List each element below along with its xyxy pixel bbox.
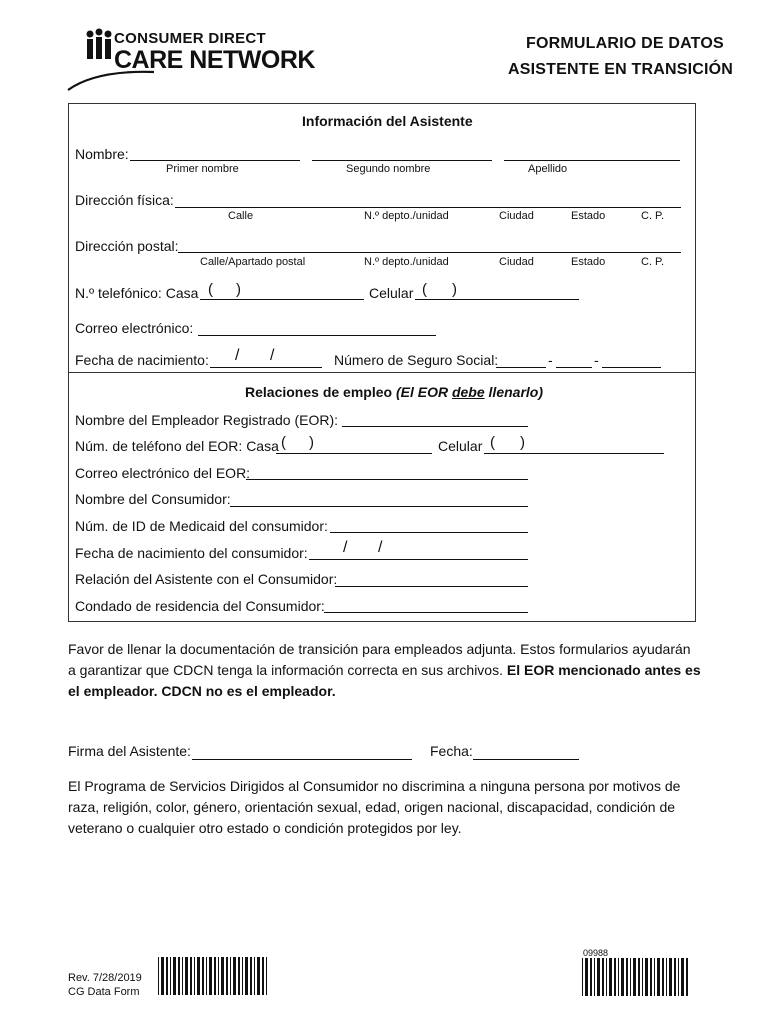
cp-postal-caption: C. P. <box>641 256 665 268</box>
eor-telefono-casa-field[interactable] <box>276 453 432 454</box>
eor-nombre-field[interactable] <box>342 426 528 427</box>
section1-heading: Información del Asistente <box>302 113 473 129</box>
form-name: CG Data Form <box>68 986 140 998</box>
notice-bold-text: El EOR mencionado antes es el empleador. CDCN no es el empleador. <box>68 662 701 699</box>
revision-date: Rev. 7/28/2019 <box>68 972 142 984</box>
eor-nombre-label: Nombre del Empleador Registrado (EOR): <box>75 412 338 428</box>
ssn-part3-field[interactable] <box>602 367 661 368</box>
eor-tel-paren-open: ( <box>281 434 286 451</box>
disclaimer: El Programa de Servicios Dirigidos al Consumidor no discrimina a ninguna persona por motivos de raza, religión, color, género, orientación sexual, edad, origen nacional, discapacidad, condición de veterano o cualquier otro estado o condición protegidos por ley. <box>68 778 681 836</box>
relacion-field[interactable] <box>335 586 528 587</box>
fecha-nacimiento-field[interactable] <box>210 367 322 368</box>
eor-cel-paren-close: ) <box>520 434 525 451</box>
form-title-line2: ASISTENTE EN TRANSICIÓN <box>508 61 734 78</box>
consumidor-fecha-slash-2: / <box>378 539 383 556</box>
estado-caption: Estado <box>571 210 606 222</box>
direccion-fisica-field[interactable] <box>175 207 681 208</box>
apellido-caption: Apellido <box>528 163 568 175</box>
section2-heading <box>245 384 543 400</box>
section2-heading-plain: Relaciones de empleo <box>245 384 393 400</box>
barcode-left <box>158 957 270 995</box>
depto-caption: N.º depto./unidad <box>364 210 449 222</box>
telefono-casa-field[interactable] <box>200 299 364 300</box>
ssn-part2-field[interactable] <box>556 367 592 368</box>
ssn-dash-2: - <box>594 352 599 368</box>
correo-field[interactable] <box>198 335 436 336</box>
telefono-casa-paren-open: ( <box>208 281 213 298</box>
nombre-label: Nombre: <box>75 146 129 162</box>
barcode-right <box>582 958 692 996</box>
segundo-nombre-field[interactable] <box>312 160 492 161</box>
fecha-slash-2: / <box>270 347 275 364</box>
eor-celular-field[interactable] <box>484 453 664 454</box>
medicaid-label: Núm. de ID de Medicaid del consumidor: <box>75 518 328 534</box>
primer-nombre-caption: Primer nombre <box>166 163 239 175</box>
ciudad-caption: Ciudad <box>499 210 534 222</box>
estado-postal-caption: Estado <box>571 256 606 268</box>
form-title-line1: FORMULARIO DE DATOS <box>526 35 724 52</box>
section2-heading-underlined: debe <box>451 384 485 400</box>
fecha-nac-consumidor-field[interactable] <box>309 559 528 560</box>
primer-nombre-field[interactable] <box>130 160 300 161</box>
telefono-casa-paren-close: ) <box>236 281 241 298</box>
barcode-number: 09988 <box>583 948 609 958</box>
eor-correo-label: Correo electrónico del EOR: <box>75 465 251 481</box>
celular-paren-close: ) <box>452 281 457 298</box>
seguro-social-label: Número de Seguro Social: <box>334 352 499 368</box>
logo-line1: CONSUMER DIRECT <box>114 30 267 47</box>
direccion-fisica-label: Dirección física: <box>75 192 174 208</box>
fecha-slash-1: / <box>235 347 240 364</box>
notice-text: Favor de llenar la documentación de transición para empleados adjunta. Estos formularios ayudarán a garantizar que CDCN tenga la información correcta en sus archivos. <box>68 641 691 678</box>
eor-cel-paren-open: ( <box>490 434 495 451</box>
calle-caption: Calle <box>228 210 254 222</box>
fecha-field[interactable] <box>473 759 579 760</box>
eor-tel-paren-close: ) <box>309 434 314 451</box>
direccion-postal-field[interactable] <box>178 252 681 253</box>
section2-heading-italic-close: llenarlo) <box>488 384 544 400</box>
section2-heading-italic-open: (El EOR <box>395 384 449 400</box>
relacion-label: Relación del Asistente con el Consumidor: <box>75 571 338 587</box>
apellido-field[interactable] <box>504 160 680 161</box>
consumidor-fecha-slash-1: / <box>343 539 348 556</box>
fecha-nac-consumidor-label: Fecha de nacimiento del consumidor: <box>75 545 308 561</box>
medicaid-field[interactable] <box>330 532 528 533</box>
notice-paragraph <box>68 639 702 702</box>
ssn-dash-1: - <box>548 352 553 368</box>
ssn-part1-field[interactable] <box>496 367 546 368</box>
segundo-nombre-caption: Segundo nombre <box>346 163 431 175</box>
section-divider <box>68 372 696 373</box>
eor-correo-field[interactable] <box>246 479 528 480</box>
fecha-nacimiento-label: Fecha de nacimiento: <box>75 352 209 368</box>
direccion-postal-label: Dirección postal: <box>75 238 179 254</box>
consumidor-nombre-label: Nombre del Consumidor: <box>75 491 231 507</box>
fecha-label: Fecha: <box>430 743 473 759</box>
eor-celular-label: Celular <box>438 438 483 454</box>
telefono-label: N.º telefónico: Casa <box>75 285 199 301</box>
correo-label: Correo electrónico: <box>75 320 194 336</box>
consumidor-nombre-field[interactable] <box>230 506 528 507</box>
logo-swoosh-icon <box>66 52 156 92</box>
celular-label: Celular <box>369 285 414 301</box>
calle-apartado-caption: Calle/Apartado postal <box>200 256 306 268</box>
condado-field[interactable] <box>324 612 528 613</box>
depto-postal-caption: N.º depto./unidad <box>364 256 449 268</box>
celular-field[interactable] <box>415 299 579 300</box>
logo <box>66 26 315 96</box>
celular-paren-open: ( <box>422 281 427 298</box>
cp-caption: C. P. <box>641 210 665 222</box>
eor-telefono-label: Núm. de teléfono del EOR: Casa <box>75 438 279 454</box>
firma-field[interactable] <box>192 759 412 760</box>
ciudad-postal-caption: Ciudad <box>499 256 534 268</box>
firma-label: Firma del Asistente: <box>68 743 191 759</box>
condado-label: Condado de residencia del Consumidor: <box>75 598 325 614</box>
logo-line2: CARE NETWORK <box>114 46 315 74</box>
